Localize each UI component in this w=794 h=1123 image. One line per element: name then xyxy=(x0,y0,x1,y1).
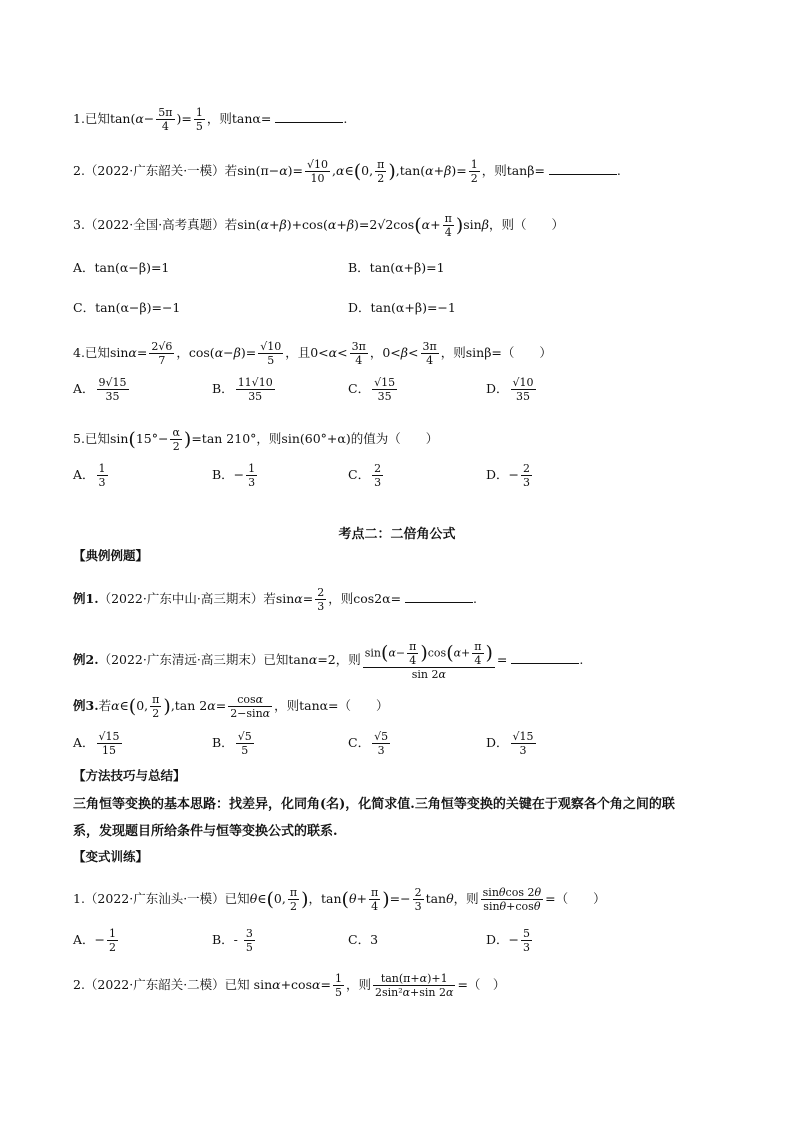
example-2: 例2.（2022·广东清远·高三期末）已知tanα=2，则 sin(α− $\frac{\pi}{4}$ )cos(α+ $\frac{\pi}{4}$ ) sin 2α = . xyxy=(73,640,584,681)
option-d[interactable]: D．− $\frac{5}{3}$ xyxy=(486,927,530,954)
example-1: 例1.（2022·广东中山·高三期末）若sinα= $\frac{2}{3}$ ，则cos2α= . xyxy=(73,586,478,613)
method-line-1: 三角恒等变换的基本思路：找差异，化同角(名)，化简求值.三角恒等变换的关键在于观察各个角之间的联 xyxy=(73,797,675,812)
answer-blank[interactable] xyxy=(405,592,473,603)
option-c[interactable]: C． $\frac{√5}{3}$ xyxy=(348,730,389,757)
practice-2: 2.（2022·广东韶关·二模）已知 sinα+cosα= $\frac{1}{5}$ ，则 $\frac{\tan(\pi+\alpha)+1}{\text{2sin²α+sin 2α}}$ =（ ） xyxy=(73,972,506,999)
method-line-2: 系，发现题目所给条件与恒等变换公式的联系. xyxy=(73,824,338,839)
example-3: 例3.若α∈(0, $\frac{\pi}{2}$ ),tan 2α= $\frac{\cos\alpha}{2-\sin\alpha}$ ，则tanα=（ ） xyxy=(73,693,389,720)
option-c[interactable]: C． $\frac{2}{3}$ xyxy=(348,462,382,489)
option-b[interactable]: B．- $\frac{3}{5}$ xyxy=(212,927,253,954)
practice-header: 【变式训练】 xyxy=(73,849,149,864)
option-b[interactable]: B．tan(α+β)=1 xyxy=(348,260,445,275)
option-d[interactable]: D． $\frac{√10}{35}$ xyxy=(486,376,534,403)
option-d[interactable]: D．tan(α+β)=−1 xyxy=(348,300,456,315)
option-a[interactable]: A． $\frac{√15}{15}$ xyxy=(73,730,120,757)
option-a[interactable]: A． $\frac{1}{3}$ xyxy=(73,462,106,489)
typical-examples-header: 【典例例题】 xyxy=(73,548,149,563)
question-3: 3.（2022·全国·高考真题）若sin(α+β)+cos(α+β)=2√2cos(α+ $\frac{\pi}{4}$ )sinβ，则（ ） xyxy=(73,212,564,239)
method-header: 【方法技巧与总结】 xyxy=(73,768,186,783)
question-1: 1.已知tan(α− $\frac{5\pi}{4}$ )= $\frac{1}{5}$ ，则tanα= . xyxy=(73,106,348,133)
answer-blank[interactable] xyxy=(549,164,617,175)
option-a[interactable]: A．− $\frac{1}{2}$ xyxy=(73,927,117,954)
option-a[interactable]: A．tan(α−β)=1 xyxy=(73,260,170,275)
option-d[interactable]: D． $\frac{√15}{3}$ xyxy=(486,730,534,757)
option-c[interactable]: C．tan(α−β)=−1 xyxy=(73,300,181,315)
section-title: 考点二：二倍角公式 xyxy=(338,527,456,542)
answer-blank[interactable] xyxy=(511,653,579,664)
answer-blank[interactable] xyxy=(275,112,343,123)
practice-1: 1.（2022·广东汕头·一模）已知θ∈(0, $\frac{\pi}{2}$ )，tan(θ+ $\frac{\pi}{4}$ )=− $\frac{2}{3}$ tanθ，则 $\frac{\sin\theta\cos 2\theta}{\sin\theta+\cos\theta}$ =（ ） xyxy=(73,886,606,913)
option-b[interactable]: B． $\frac{√5}{5}$ xyxy=(212,730,252,757)
option-b[interactable]: B． $\frac{11√10}{35}$ xyxy=(212,376,273,403)
option-d[interactable]: D．− $\frac{2}{3}$ xyxy=(486,462,530,489)
question-2: 2.（2022·广东韶关·一模）若sin(π−α)= $\frac{√10}{10}$ ,α∈(0, $\frac{\pi}{2}$ ),tan(α+β)= $\frac{1}{2}$ ，则tanβ= . xyxy=(73,158,621,185)
option-b[interactable]: B．− $\frac{1}{3}$ xyxy=(212,462,256,489)
question-4: 4.已知sinα= $\frac{2√6}{7}$ ，cos(α−β)= $\frac{√10}{5}$ ，且0<α< $\frac{3\pi}{4}$ ，0<β< $\frac{3\pi}{4}$ ，则sinβ=（ ） xyxy=(73,340,552,367)
option-a[interactable]: A． $\frac{9√15}{35}$ xyxy=(73,376,127,403)
question-5: 5.已知sin(15°− $\frac{\alpha}{2}$ )=tan 210°，则sin(60°+α)的值为（ ） xyxy=(73,426,439,453)
option-c[interactable]: C． $\frac{√15}{35}$ xyxy=(348,376,396,403)
option-c[interactable]: C．3 xyxy=(348,932,379,947)
